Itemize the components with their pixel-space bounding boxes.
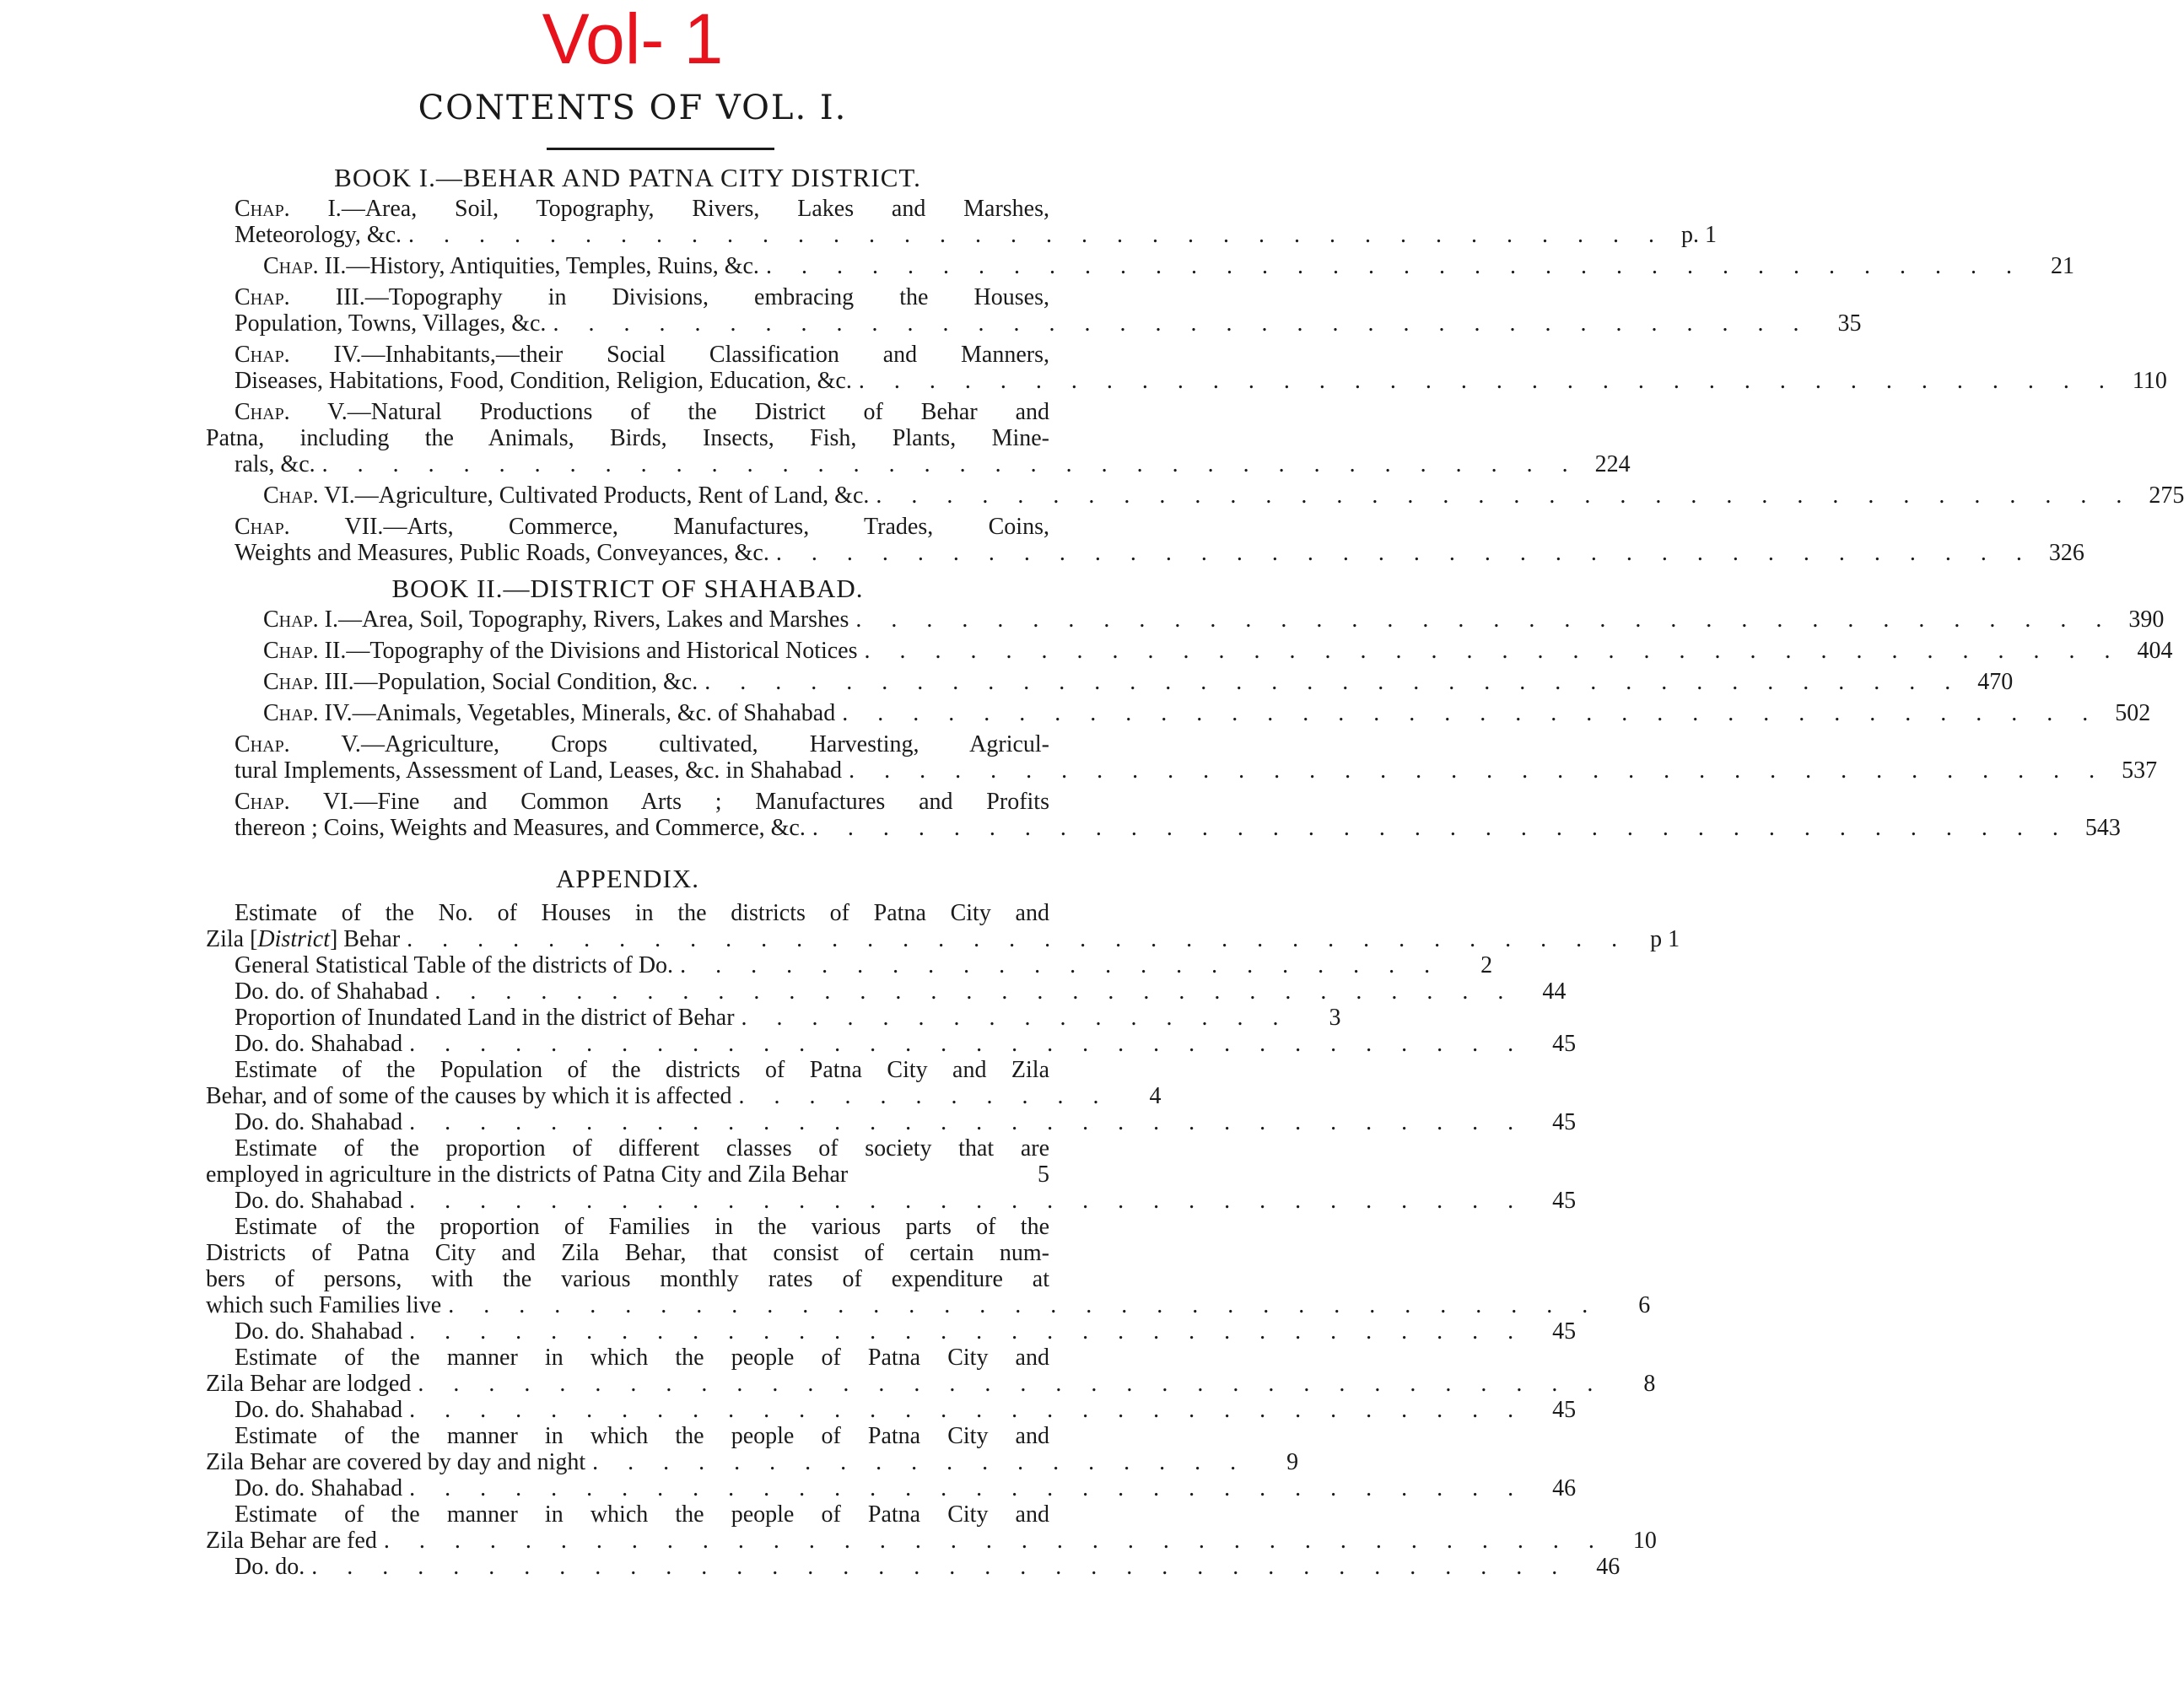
appendix-entry <box>206 1318 1577 1345</box>
chapter-number: Chap. I. <box>263 606 339 633</box>
dot-leader: . . . . . . . . . . . . . . . . . . . . . . . . . . . . . . . . . <box>448 1292 1600 1318</box>
appendix-entry <box>206 1188 1577 1214</box>
appendix-entry-line: Zila [District] Behar <box>206 926 401 952</box>
chapter-line: Chap. V.—Natural Productions of the District of Behar and <box>235 399 1049 425</box>
chapter-line: Chap. V.—Agriculture, Crops cultivated, Harvesting, Agricul- <box>235 731 1050 757</box>
appendix-entry-text: Do. do. Shahabad <box>235 1109 403 1135</box>
chapter-number: Chap. V. <box>235 731 361 757</box>
chapter-line: Patna, including the Animals, Birds, Insects, Fish, Plants, Mine- <box>206 425 1049 451</box>
chapter-number: Chap. I. <box>235 196 342 222</box>
appendix-entry <box>206 1214 1651 1318</box>
page-number: 543 <box>2084 815 2121 841</box>
appendix-entry <box>206 1345 1656 1397</box>
dot-leader: . . . . . . . . . . . . . . . . . . . . . . . . . . . . . . . . . . . . <box>311 1554 1570 1580</box>
page-number: 390 <box>2128 606 2165 633</box>
page-number: 3 <box>1329 1005 1341 1031</box>
chapter-line: Chap. III.—Population, Social Condition, &c. <box>263 669 698 695</box>
chapter-line: Chap. VI.—Fine and Common Arts ; Manufactures and Profits <box>235 789 1049 815</box>
dot-leader: . . . . . . . . . . . . . . . . . . . . . . . . . . . . . . . . . . . . <box>864 638 2122 664</box>
page-number: 8 <box>1643 1371 1656 1397</box>
dot-leader: . . . . . . . . . . . . . . . . . . . . . . . . . . . . . . . . . . . <box>407 926 1630 952</box>
dot-leader: . . . . . . . . . . . . . . . . . . . . . . . . . . . . . . . . . . . . <box>876 482 2134 509</box>
chapter-entry <box>206 399 1631 477</box>
dot-leader: . . . . . . . . . . . . . . . . . . . . . . . . . . . . . . . . . . <box>418 1371 1605 1397</box>
chapter-entry <box>206 638 2173 664</box>
chapter-line: Chap. III.—Topography in Divisions, embracing the Houses, <box>235 284 1049 310</box>
appendix-entry-line: Zila Behar are covered by day and night <box>206 1449 586 1475</box>
page-number: p 1 <box>1650 926 1680 952</box>
chapter-number: Chap. II. <box>263 638 347 664</box>
chapter-number: Chap. VI. <box>263 482 355 509</box>
appendix-entry <box>206 1501 1657 1554</box>
appendix-entry <box>206 1031 1577 1057</box>
chapter-number: Chap. III. <box>263 669 354 695</box>
appendix-entry-line: Estimate of the manner in which the people of Patna City and <box>235 1423 1049 1449</box>
page-number: 45 <box>1552 1188 1577 1214</box>
page-number: 9 <box>1286 1449 1299 1475</box>
chapter-entry <box>206 253 2074 279</box>
appendix-entry-text: Do. do. Shahabad <box>235 1188 403 1214</box>
chapter-number: Chap. II. <box>263 253 347 279</box>
page-number: 35 <box>1837 310 1862 337</box>
dot-leader: . . . . . . . . . . . . . . . . . . . <box>592 1449 1248 1475</box>
chapter-line: Weights and Measures, Public Roads, Conveyances, &c. <box>235 540 769 566</box>
chapter-line: Chap. VII.—Arts, Commerce, Manufactures, Trades, Coins, <box>235 514 1049 540</box>
appendix-entry <box>206 952 1493 978</box>
dot-leader: . . . . . . . . . . . . . . . . . . . . . . . . . . . . . . . . <box>409 1397 1526 1423</box>
chapter-line: Chap. II.—History, Antiquities, Temples, Ruins, &c. <box>263 253 759 279</box>
book-1-chapter-list <box>206 196 2184 566</box>
dot-leader: . . . . . . . . . . . . . . . . . . . . . . . . . . . . . . . . <box>409 1188 1526 1214</box>
appendix-entry-line: Estimate of the manner in which the people of Patna City and <box>235 1345 1049 1371</box>
dot-leader: . . . . . . . . . . . . . . . . . . . . . . . . . . . . . . . . . . . . <box>765 253 2024 279</box>
appendix-entry <box>206 1057 1162 1109</box>
chapter-number: Chap. V. <box>235 399 348 425</box>
appendix-entry <box>206 978 1567 1005</box>
page-number: 2 <box>1480 952 1493 978</box>
dot-leader: . . . . . . . . . . . . . . . . . . . . . . . . . . . . . . . . <box>409 1318 1526 1345</box>
appendix-entry-text: Proportion of Inundated Land in the district of Behar <box>235 1005 735 1031</box>
appendix-entry-text: Do. do. Shahabad <box>235 1397 403 1423</box>
page-number: 44 <box>1542 978 1567 1005</box>
page-number: p. 1 <box>1681 222 1718 248</box>
chapter-number: Chap. VI. <box>235 789 354 815</box>
appendix-entry-line: Estimate of the proportion of Families in the various parts of the <box>235 1214 1049 1240</box>
dot-leader: . . . . . . . . . . . . . . . . . . . . . . . . . . . . . . . . . . . <box>383 1528 1606 1554</box>
chapter-line: Diseases, Habitations, Food, Condition, Religion, Education, &c. <box>235 368 852 394</box>
page-number: 45 <box>1552 1031 1577 1057</box>
chapter-entry <box>206 482 2184 509</box>
chapter-entry <box>206 789 2121 841</box>
dot-leader: . . . . . . . . . . . . . . . . . . . . . . . . . . . . . . . . . . . . <box>855 606 2114 633</box>
chapter-number: Chap. IV. <box>263 700 353 726</box>
appendix-entry-line: Estimate of the manner in which the people of Patna City and <box>235 1501 1049 1528</box>
page-number: 470 <box>1977 669 2014 695</box>
dot-leader: . . . . . . . . . . . . . . . . . . . . . . . . . . . . . . . . . . . . <box>849 757 2107 784</box>
appendix-entry-line: Districts of Patna City and Zila Behar, that consist of certain num- <box>206 1240 1049 1266</box>
dot-leader: . . . . . . . . . . . . . . . . . . . . . . . . . . . . . . . . <box>409 1031 1526 1057</box>
dot-leader: . . . . . . . . . . . . . . . . <box>741 1005 1291 1031</box>
dot-leader: . . . . . . . . . . . . . . . . . . . . . . <box>680 952 1443 978</box>
appendix-entry <box>206 1423 1299 1475</box>
chapter-entry <box>206 284 1862 337</box>
chapter-entry <box>206 514 2084 566</box>
appendix-entry <box>206 1554 1620 1580</box>
appendix-entry-line: Zila Behar are fed <box>206 1528 377 1554</box>
appendix-entry-line: Estimate of the No. of Houses in the districts of Patna City and <box>235 900 1049 926</box>
chapter-line: thereon ; Coins, Weights and Measures, and Commerce, &c. <box>235 815 806 841</box>
chapter-entry <box>206 700 2151 726</box>
page-number: 224 <box>1594 451 1631 477</box>
contents-page <box>206 160 2184 1580</box>
chapter-entry <box>206 196 1718 248</box>
page-number: 537 <box>2122 757 2158 784</box>
chapter-entry <box>206 606 2165 633</box>
chapter-line: Chap. I.—Area, Soil, Topography, Rivers, Lakes and Marshes, <box>235 196 1049 222</box>
chapter-line: Chap. II.—Topography of the Divisions and Historical Notices <box>263 638 858 664</box>
appendix-entry <box>206 900 1680 952</box>
appendix-entry-text: Do. do. <box>235 1554 305 1580</box>
appendix-entry-line: bers of persons, with the various monthly rates of expenditure at <box>206 1266 1049 1292</box>
chapter-number: Chap. VII. <box>235 514 384 540</box>
appendix-entry-line: Estimate of the proportion of different classes of society that are <box>235 1135 1049 1161</box>
volume-stamp: Vol- 1 <box>542 0 724 78</box>
appendix-entry-line: employed in agriculture in the districts of Patna City and Zila Behar <box>206 1161 849 1188</box>
chapter-line: Chap. I.—Area, Soil, Topography, Rivers, Lakes and Marshes <box>263 606 849 633</box>
chapter-line: Chap. VI.—Agriculture, Cultivated Products, Rent of Land, &c. <box>263 482 870 509</box>
appendix-entry-line: Behar, and of some of the causes by which it is affected <box>206 1083 732 1109</box>
chapter-line: Meteorology, &c. <box>235 222 402 248</box>
appendix-entry <box>206 1475 1577 1501</box>
appendix-entry-line: Estimate of the Population of the districts of Patna City and Zila <box>235 1057 1049 1083</box>
page-number: 502 <box>2115 700 2151 726</box>
appendix-list <box>206 900 1680 1580</box>
page-number: 45 <box>1552 1397 1577 1423</box>
appendix-heading: APPENDIX. <box>555 864 700 893</box>
dot-leader: . . . . . . . . . . . . . . . . . . . . . . . . . . . . . . . . . . . . <box>858 368 2117 394</box>
dot-leader: . . . . . . . . . . . . . . . . . . . . . . . . . . . . . . . . . . . . <box>775 540 2034 566</box>
chapter-number: Chap. IV. <box>235 342 362 368</box>
page-number: 45 <box>1552 1318 1577 1345</box>
dot-leader: . . . . . . . . . . . <box>738 1083 1111 1109</box>
book-1-heading: BOOK I.—BEHAR AND PATNA CITY DISTRICT. <box>334 163 921 192</box>
book-2-chapter-list <box>206 606 2173 841</box>
chapter-number: Chap. III. <box>235 284 365 310</box>
dot-leader: . . . . . . . . . . . . . . . . . . . . . . . . . . . . . . . <box>434 978 1516 1005</box>
chapter-line: Chap. IV.—Inhabitants,—their Social Classification and Manners, <box>235 342 1049 368</box>
dot-leader: . . . . . . . . . . . . . . . . . . . . . . . . . . . . . . . . . . . . <box>408 222 1667 248</box>
page-number: 275 <box>2149 482 2184 509</box>
dot-leader: . . . . . . . . . . . . . . . . . . . . . . . . . . . . . . . . <box>409 1109 1526 1135</box>
chapter-line: Population, Towns, Villages, &c. <box>235 310 547 337</box>
page-number: 4 <box>1149 1083 1162 1109</box>
dot-leader: . . . . . . . . . . . . . . . . . . . . . . . . . . . . . . . . . . . . <box>842 700 2100 726</box>
book-2-heading: BOOK II.—DISTRICT OF SHAHABAD. <box>391 574 864 603</box>
appendix-entry-line: Zila Behar are lodged <box>206 1371 412 1397</box>
page-title: CONTENTS OF VOL. I. <box>418 89 848 127</box>
chapter-line: rals, &c. <box>235 451 315 477</box>
appendix-entry-line: which such Families live <box>206 1292 442 1318</box>
page-number: 6 <box>1638 1292 1651 1318</box>
dot-leader: . . . . . . . . . . . . . . . . . . . . . . . . . . . . . . . . . . . . <box>704 669 1963 695</box>
page-number: 326 <box>2048 540 2084 566</box>
appendix-entry <box>206 1005 1341 1031</box>
appendix-entry-text: Do. do. Shahabad <box>235 1475 403 1501</box>
chapter-entry <box>206 669 2014 695</box>
page-number: 404 <box>2137 638 2173 664</box>
appendix-entry-text: General Statistical Table of the districts of Do. <box>235 952 674 978</box>
appendix-entry-text: Do. do. Shahabad <box>235 1318 403 1345</box>
page-number: 10 <box>1632 1528 1657 1554</box>
page-number: 5 <box>1038 1161 1049 1188</box>
appendix-entry <box>206 1397 1577 1423</box>
page-number: 46 <box>1596 1554 1620 1580</box>
chapter-entry <box>206 342 2167 394</box>
appendix-entry <box>206 1109 1577 1135</box>
dot-leader: . . . . . . . . . . . . . . . . . . . . . . . . . . . . . . . . <box>409 1475 1526 1501</box>
title-rule <box>547 148 774 150</box>
chapter-line: tural Implements, Assessment of Land, Leases, &c. in Shahabad <box>235 757 843 784</box>
page-number: 45 <box>1552 1109 1577 1135</box>
chapter-entry <box>206 731 2158 784</box>
chapter-line: Chap. IV.—Animals, Vegetables, Minerals, &c. of Shahabad <box>263 700 836 726</box>
dot-leader: . . . . . . . . . . . . . . . . . . . . . . . . . . . . . . . . . . . . <box>321 451 1580 477</box>
page-number: 46 <box>1552 1475 1577 1501</box>
page-number: 110 <box>2132 368 2167 394</box>
appendix-entry-text: Do. do. Shahabad <box>235 1031 403 1057</box>
dot-leader: . . . . . . . . . . . . . . . . . . . . . . . . . . . . . . . . . . . . <box>812 815 2070 841</box>
appendix-entry <box>206 1135 1049 1188</box>
page-number: 21 <box>2050 253 2074 279</box>
appendix-entry-text: Do. do. of Shahabad <box>235 978 429 1005</box>
dot-leader: . . . . . . . . . . . . . . . . . . . . . . . . . . . . . . . . . . . . <box>553 310 1811 337</box>
